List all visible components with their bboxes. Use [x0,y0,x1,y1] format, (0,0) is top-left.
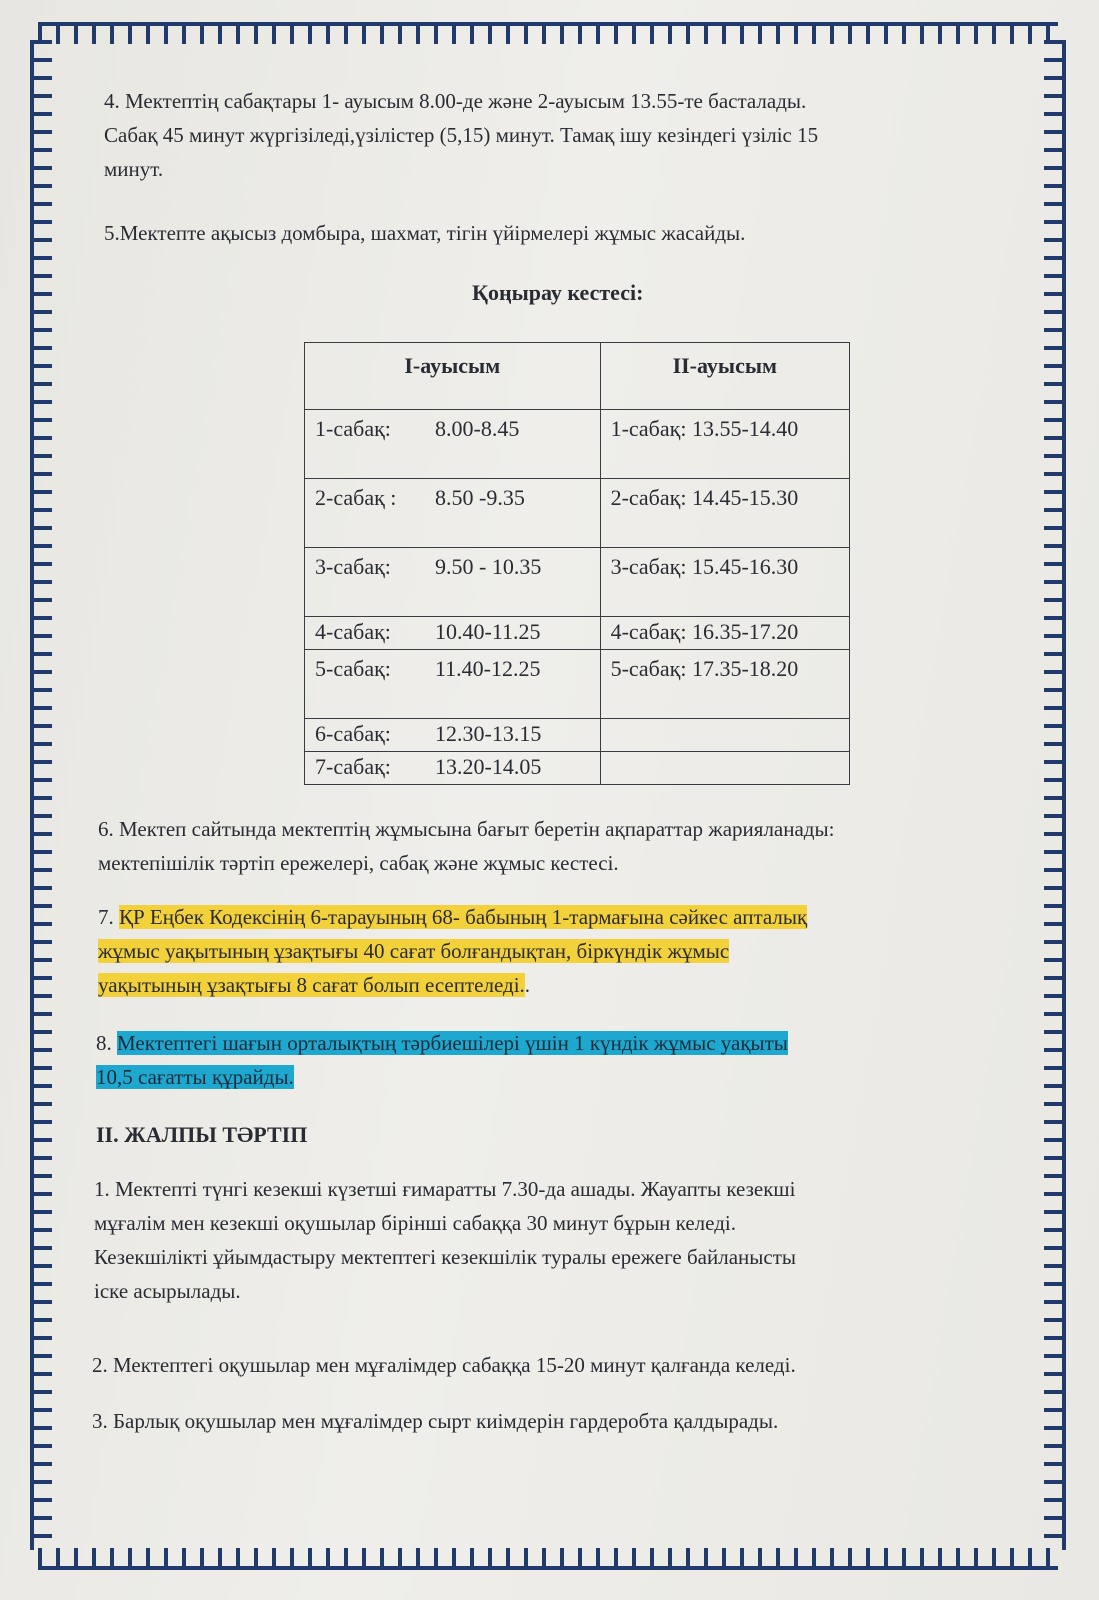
paragraph-line: 8. Мектептегі шағын орталықтың тәрбиешілері үшін 1 күндік жұмыс уақыты [96,1031,788,1055]
paragraph-6 [98,812,834,880]
table-row [305,719,850,752]
highlighted-text: Мектептегі шағын орталықтың тәрбиешілері үшін 1 күндік жұмыс уақыты [117,1031,788,1055]
shift-2-cell: 5-сабақ: 17.35-18.20 [600,650,849,719]
table-row [305,752,850,785]
table-row [305,479,850,548]
table-row [305,410,850,479]
shift-1-cell: 5-сабақ: 11.40-12.25 [305,650,601,719]
highlighted-text: ҚР Еңбек Кодексінің 6-тарауының 68- бабының 1-тармағына сәйкес апталық [119,905,808,929]
highlighted-text: уақытының ұзақтығы 8 сағат болып есептеледі. [98,973,525,997]
paragraph-line: Сабақ 45 минут жүргізіледі,үзілістер (5,15) минут. Тамақ ішу кезіндегі үзіліс 15 [104,123,819,147]
paragraph-7 [98,900,807,1002]
decorative-border-left [30,40,52,1550]
paragraph-line: 7. ҚР Еңбек Кодексінің 6-тарауының 68- бабының 1-тармағына сәйкес апталық [98,905,808,929]
shift-1-cell: 1-сабақ: 8.00-8.45 [305,410,601,479]
general-rule-1 [94,1172,796,1308]
bell-schedule-table [304,342,850,785]
shift-2-cell: 4-сабақ: 16.35-17.20 [600,617,849,650]
general-rule-2: 2. Мектептегі оқушылар мен мұғалімдер сабаққа 15-20 минут қалғанда келеді. [92,1353,796,1377]
paragraph-line: мұғалім мен кезекші оқушылар бірінші сабаққа 30 минут бұрын келеді. [94,1211,736,1235]
shift-2-cell [600,719,849,752]
shift-1-cell: 6-сабақ: 12.30-13.15 [305,719,601,752]
highlighted-text: 10,5 сағатты құрайды. [96,1065,294,1089]
shift-2-cell: 2-сабақ: 14.45-15.30 [600,479,849,548]
header-shift-2: ІІ-ауысым [600,343,849,410]
decorative-border-right [1044,40,1066,1550]
paragraph-8 [96,1026,788,1094]
table-row [305,617,850,650]
shift-2-cell: 1-сабақ: 13.55-14.40 [600,410,849,479]
general-rule-3: 3. Барлық оқушылар мен мұғалімдер сырт киімдерін гардеробта қалдырады. [92,1409,779,1433]
shift-1-cell: 3-сабақ: 9.50 - 10.35 [305,548,601,617]
paragraph-line: 1. Мектепті түнгі кезекші күзетші ғимаратты 7.30-да ашады. Жауапты кезекші [94,1177,796,1201]
paragraph-line: мектепішілік тәртіп ережелері, сабақ және жұмыс кестесі. [98,851,619,875]
decorative-border-top [38,22,1058,44]
paragraph-line: Кезекшілікті ұйымдастыру мектептегі кезекшілік туралы ережеге байланысты [94,1245,796,1269]
paragraph-line: 6. Мектеп сайтында мектептің жұмысына бағыт беретін ақпараттар жарияланады: [98,817,835,841]
highlighted-text: жұмыс уақытының ұзақтығы 40 сағат болғандықтан, біркүндік жұмыс [98,939,730,963]
paragraph-line: уақытының ұзақтығы 8 сағат болып есептеледі.. [98,973,531,997]
paragraph-5: 5.Мектепте ақысыз домбыра, шахмат, тігін үйірмелері жұмыс жасайды. [104,221,746,245]
table-row [305,650,850,719]
shift-2-cell [600,752,849,785]
table-row [305,548,850,617]
shift-1-cell: 7-сабақ: 13.20-14.05 [305,752,601,785]
schedule-title: Қоңырау кестесі: [472,280,644,305]
table-header-row [305,343,850,410]
paragraph-line: іске асырылады. [94,1279,241,1303]
shift-1-cell: 2-сабақ : 8.50 -9.35 [305,479,601,548]
paragraph-line: 4. Мектептің сабақтары 1- ауысым 8.00-де және 2-ауысым 13.55-те басталады. [104,89,807,113]
section-heading: ІІ. ЖАЛПЫ ТӘРТІП [96,1122,308,1147]
header-shift-1: І-ауысым [305,343,601,410]
shift-2-cell: 3-сабақ: 15.45-16.30 [600,548,849,617]
paragraph-line: минут. [104,157,164,181]
paragraph-line [96,1060,788,1094]
shift-1-cell: 4-сабақ: 10.40-11.25 [305,617,601,650]
paragraph-line [98,934,807,968]
paragraph-4 [104,84,818,186]
decorative-border-bottom [38,1548,1058,1570]
